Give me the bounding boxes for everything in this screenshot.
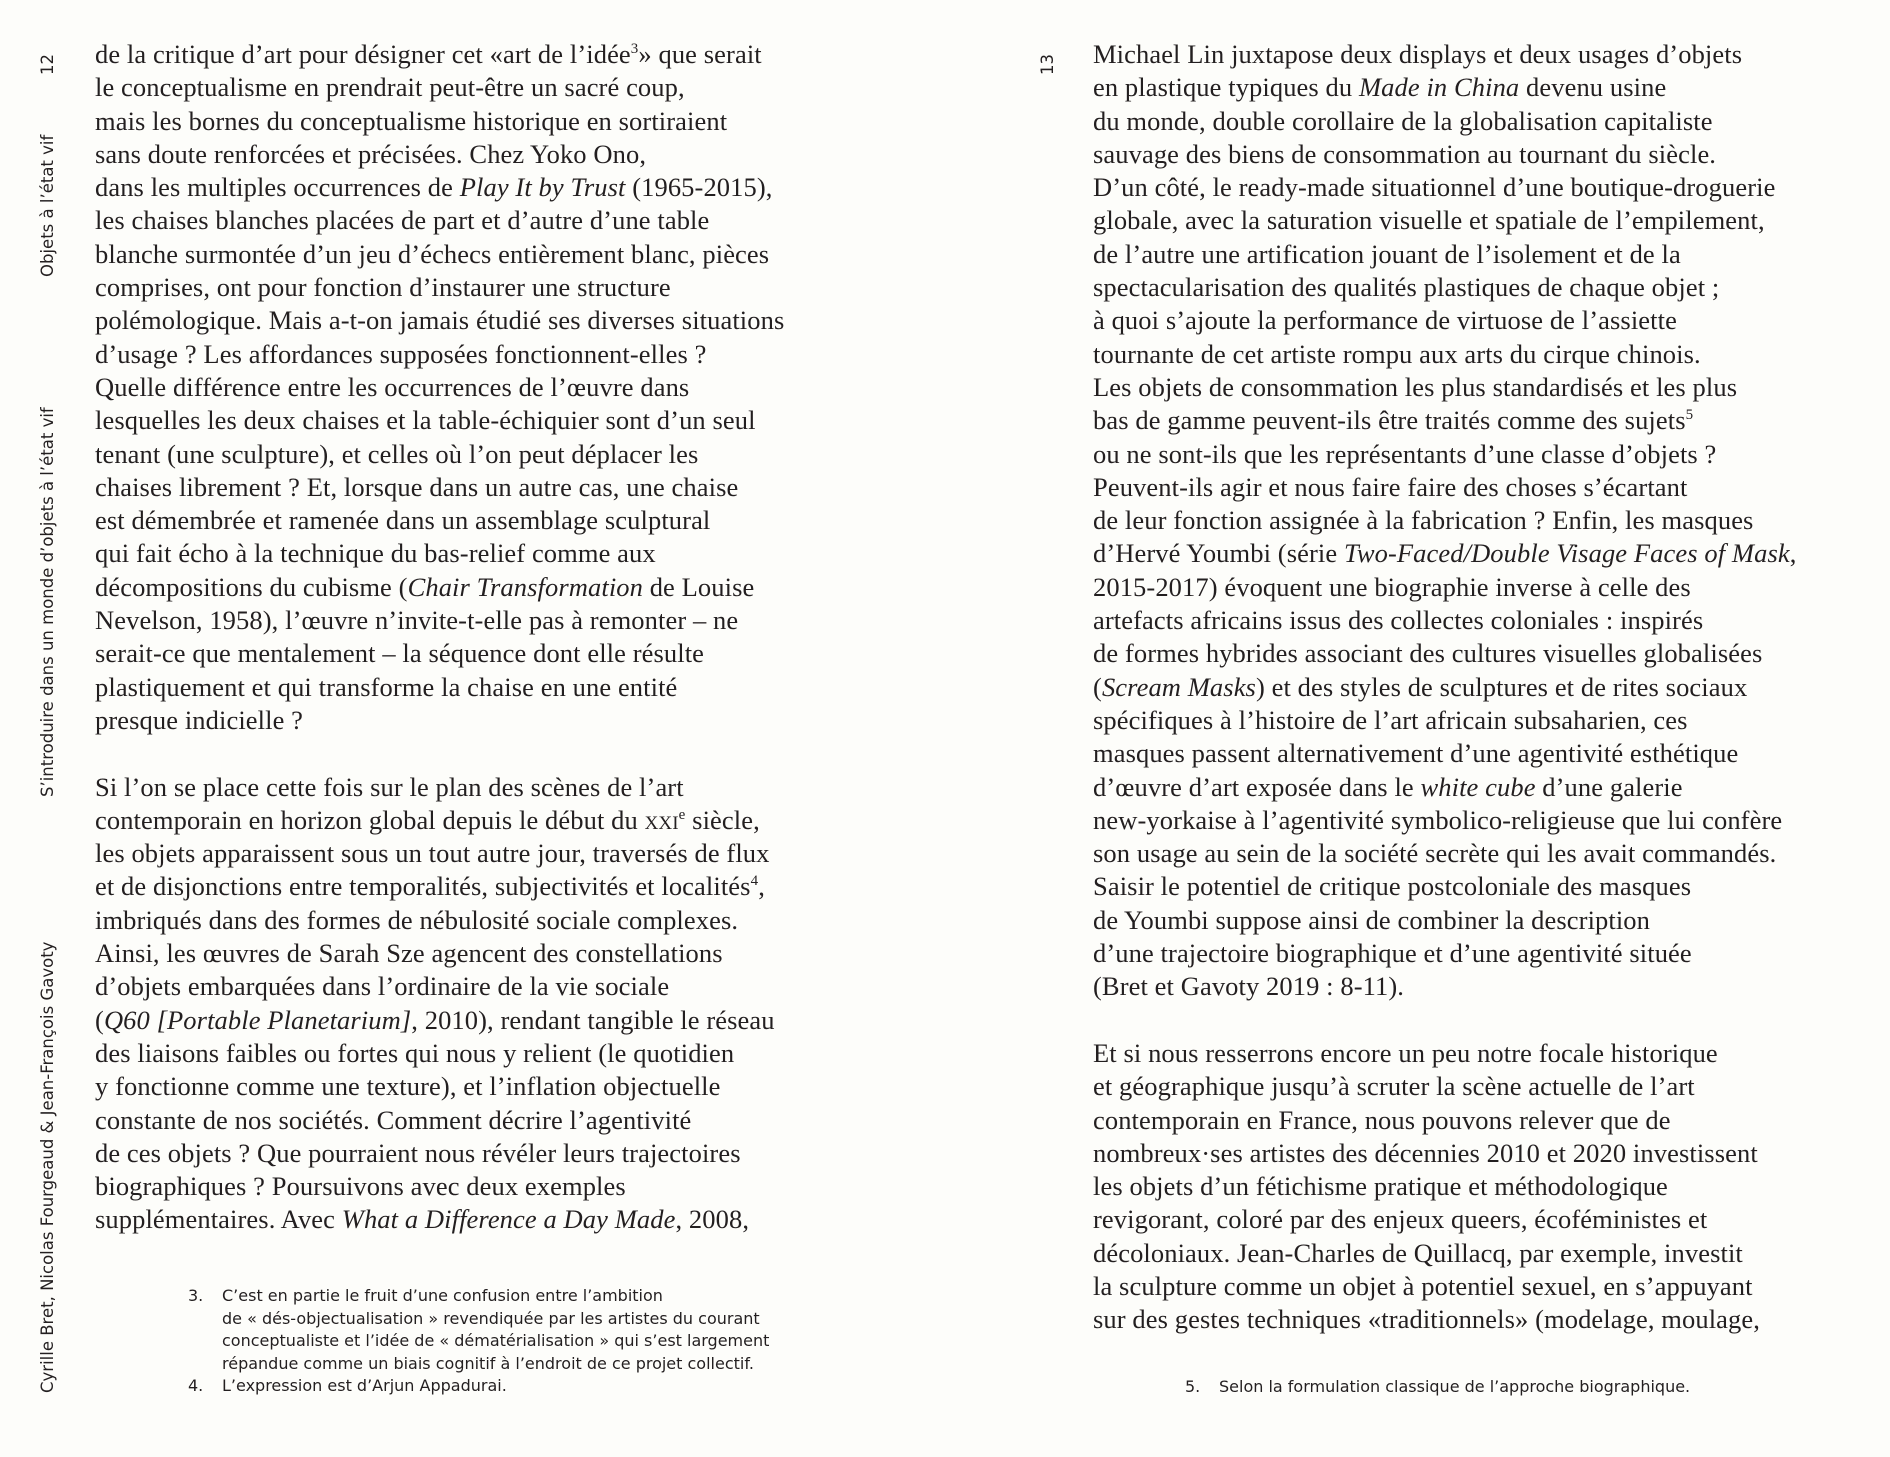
text-segment: Nevelson, 1958), l’œuvre n’invite-t-elle pas à remonter – ne — [95, 605, 739, 636]
text-line — [95, 1137, 784, 1170]
footnote-line: conceptualiste et l’idée de « dématérialisation » qui s’est largement — [222, 1331, 770, 1350]
text-segment: Les objets de consommation les plus standardisés et les plus — [1093, 371, 1738, 402]
text-line — [1093, 704, 1796, 737]
text-segment: mais les bornes du conceptualisme historique en sortiraient — [95, 105, 728, 136]
text-line — [95, 1070, 784, 1103]
text-line — [1093, 1237, 1796, 1270]
footnote-reference: 4 — [750, 873, 759, 890]
text-segment: supplémentaires. Avec — [95, 1204, 342, 1235]
text-segment: Peuvent-ils agir et nous faire faire des choses s’écartant — [1093, 471, 1688, 502]
footnote-text — [222, 1375, 507, 1398]
text-line — [1093, 1170, 1796, 1203]
text-line — [95, 238, 784, 271]
text-line — [1093, 737, 1796, 770]
page-number: 13 — [1038, 54, 1057, 75]
text-segment: son usage au sein de la société secrète qui les avait commandés. — [1093, 838, 1777, 869]
text-segment: contemporain en horizon global depuis le début du — [95, 804, 645, 835]
text-line — [95, 904, 784, 937]
text-line — [1093, 71, 1796, 104]
text-segment: les chaises blanches placées de part et d’autre d’une table — [95, 205, 710, 236]
text-line — [1093, 1203, 1796, 1236]
text-segment: » que serait — [638, 39, 762, 69]
text-segment: est démembrée et ramenée dans un assemblage sculptural — [95, 505, 711, 536]
text-line — [1093, 471, 1796, 504]
text-line — [1093, 271, 1796, 304]
text-line — [1093, 870, 1796, 903]
text-segment: Et si nous resserrons encore un peu notre focale historique — [1093, 1037, 1718, 1068]
text-segment: des liaisons faibles ou fortes qui nous y relient (le quotidien — [95, 1037, 735, 1068]
text-segment: Quelle différence entre les occurrences de l’œuvre dans — [95, 371, 690, 402]
text-line — [95, 671, 784, 704]
text-segment: d’Hervé Youmbi (série — [1093, 538, 1344, 569]
text-segment: , 2008, — [675, 1204, 750, 1235]
italic-title: Chair Transformation — [407, 571, 643, 602]
text-segment: d’œuvre d’art exposée dans le — [1093, 771, 1421, 802]
text-line — [95, 1203, 784, 1236]
paragraph-gap — [95, 737, 784, 770]
footnote-line: L’expression est d’Arjun Appadurai. — [222, 1376, 507, 1395]
running-head-authors: Cyrille Bret, Nicolas Fourgeaud & Jean-François Gavoty — [38, 941, 57, 1393]
text-segment: de leur fonction assignée à la fabrication ? Enfin, les masques — [1093, 505, 1754, 536]
text-line — [1093, 238, 1796, 271]
italic-title: Made in China — [1359, 72, 1520, 103]
text-line — [95, 604, 784, 637]
text-segment: lesquelles les deux chaises et la table-échiquier sont d’un seul — [95, 405, 756, 436]
text-segment: Si l’on se place cette fois sur le plan des scènes de l’art — [95, 771, 684, 802]
text-segment: en plastique typiques du — [1093, 72, 1359, 103]
footnotes — [188, 1285, 769, 1398]
text-line — [1093, 138, 1796, 171]
text-line — [1093, 804, 1796, 837]
footnote-line: répandue comme un biais cognitif à l’endroit de ce projet collectif. — [222, 1353, 754, 1373]
text-line — [1093, 171, 1796, 204]
text-segment: presque indicielle ? — [95, 704, 304, 735]
text-segment: les objets d’un fétichisme pratique et méthodologique — [1093, 1171, 1668, 1202]
body-text — [1093, 38, 1796, 1337]
text-segment: biographiques ? Poursuivons avec deux exemples — [95, 1171, 626, 1202]
text-segment: de Youmbi suppose ainsi de combiner la description — [1093, 904, 1651, 935]
text-segment: Ainsi, les œuvres de Sarah Sze agencent des constellations — [95, 938, 723, 969]
text-segment: bas de gamme peuvent-ils être traités comme des sujets — [1093, 405, 1686, 436]
footnote-text — [222, 1285, 769, 1375]
text-segment: sans doute renforcées et précisées. Chez Yoko Ono, — [95, 138, 647, 169]
text-segment: du monde, double corollaire de la globalisation capitaliste — [1093, 105, 1713, 136]
text-segment: de l’autre une artification jouant de l’isolement et de la — [1093, 238, 1681, 269]
text-line — [95, 1004, 784, 1037]
body-text — [95, 38, 784, 1237]
text-line — [95, 637, 784, 670]
text-segment: tournante de cet artiste rompu aux arts du cirque chinois. — [1093, 338, 1701, 369]
text-line — [1093, 970, 1796, 1003]
italic-title: What a Difference a Day Made — [341, 1204, 676, 1235]
text-segment: D’un côté, le ready-made situationnel d’une boutique-droguerie — [1093, 172, 1776, 203]
text-segment: serait-ce que mentalement – la séquence dont elle résulte — [95, 638, 705, 669]
footnote — [1185, 1376, 1690, 1399]
text-line — [1093, 771, 1796, 804]
text-segment: , — [1789, 538, 1797, 569]
right-page — [945, 0, 1890, 1457]
footnote-number: 4. — [188, 1376, 204, 1395]
text-segment: tenant (une sculpture), et celles où l’on peut déplacer les — [95, 438, 699, 469]
text-line — [95, 105, 784, 138]
text-segment: imbriqués dans des formes de nébulosité sociale complexes. — [95, 904, 739, 935]
text-line — [1093, 1137, 1796, 1170]
text-line — [95, 571, 784, 604]
text-segment: décompositions du cubisme ( — [95, 571, 408, 602]
text-segment: ou ne sont-ils que les représentants d’une classe d’objets ? — [1093, 438, 1717, 469]
text-line — [95, 38, 784, 71]
text-line — [95, 304, 784, 337]
text-segment: globale, avec la saturation visuelle et spatiale de l’empilement, — [1093, 205, 1765, 236]
text-line — [1093, 1037, 1796, 1070]
text-line — [1093, 1270, 1796, 1303]
text-line — [95, 1037, 784, 1070]
text-line — [1093, 304, 1796, 337]
text-segment: d’usage ? Les affordances supposées fonctionnent-elles ? — [95, 338, 707, 369]
text-segment: chaises librement ? Et, lorsque dans un autre cas, une chaise — [95, 471, 739, 502]
text-segment: Michael Lin juxtapose deux displays et deux usages d’objets — [1093, 39, 1743, 69]
text-segment: , — [758, 871, 765, 902]
footnote-line: de « dés-objectualisation » revendiquée par les artistes du courant — [222, 1308, 760, 1328]
text-line — [95, 438, 784, 471]
running-head-book-title: Objets à l’état vif — [38, 134, 57, 277]
text-line — [95, 1170, 784, 1203]
text-line — [1093, 1104, 1796, 1137]
text-segment: artefacts africains issus des collectes coloniales : inspirés — [1093, 605, 1704, 636]
italic-title: white cube — [1420, 771, 1536, 802]
running-head-chapter-title: S’introduire dans un monde d’objets à l’état vif — [38, 407, 57, 797]
text-segment: de ces objets ? Que pourraient nous révéler leurs trajectoires — [95, 1137, 741, 1168]
text-segment: constante de nos sociétés. Comment décrire l’agentivité — [95, 1104, 692, 1135]
paragraph — [95, 771, 784, 1237]
text-line — [1093, 105, 1796, 138]
text-line — [95, 338, 784, 371]
text-segment: les objets apparaissent sous un tout autre jour, traversés de flux — [95, 838, 770, 869]
text-segment: (Bret et Gavoty 2019 : 8-11). — [1093, 971, 1405, 1002]
text-segment: le conceptualisme en prendrait peut-être un sacré coup, — [95, 72, 685, 103]
text-line — [1093, 371, 1796, 404]
text-line — [95, 71, 784, 104]
text-segment: ( — [1093, 671, 1102, 702]
text-segment: spectacularisation des qualités plastiques de chaque objet ; — [1093, 272, 1720, 303]
text-segment: siècle, — [685, 804, 760, 835]
italic-title: Play It by Trust — [459, 172, 626, 203]
paragraph — [1093, 38, 1796, 1004]
text-line — [95, 837, 784, 870]
text-segment: qui fait écho à la technique du bas-relief comme aux — [95, 538, 656, 569]
text-segment: , 2010), rendant tangible le réseau — [411, 1004, 775, 1035]
paragraph — [95, 38, 784, 737]
text-line — [1093, 637, 1796, 670]
text-line — [1093, 338, 1796, 371]
text-line — [95, 204, 784, 237]
text-line — [95, 704, 784, 737]
text-segment: de formes hybrides associant des cultures visuelles globalisées — [1093, 638, 1763, 669]
text-line — [95, 970, 784, 1003]
text-segment: contemporain en France, nous pouvons relever que de — [1093, 1104, 1671, 1135]
text-segment: (1965-2015), — [625, 172, 773, 203]
text-line — [1093, 671, 1796, 704]
text-segment: d’une trajectoire biographique et d’une agentivité située — [1093, 938, 1692, 969]
text-segment: y fonctionne comme une texture), et l’inflation objectuelle — [95, 1071, 721, 1102]
text-segment: ) et des styles de sculptures et de rites sociaux — [1255, 671, 1748, 702]
footnote-reference: 3 — [630, 41, 639, 57]
text-line — [95, 771, 784, 804]
text-line — [95, 537, 784, 570]
footnote — [188, 1375, 769, 1398]
text-segment: à quoi s’ajoute la performance de virtuose de l’assiette — [1093, 305, 1677, 336]
text-segment: d’objets embarquées dans l’ordinaire de la vie sociale — [95, 971, 670, 1002]
text-line — [1093, 537, 1796, 570]
text-line — [1093, 571, 1796, 604]
footnotes — [1185, 1376, 1690, 1399]
footnote-line: C’est en partie le fruit d’une confusion entre l’ambition — [222, 1286, 663, 1305]
text-line — [1093, 837, 1796, 870]
text-segment: la sculpture comme un objet à potentiel sexuel, en s’appuyant — [1093, 1270, 1753, 1301]
text-segment: nombreux·ses artistes des décennies 2010 et 2020 investissent — [1093, 1137, 1758, 1168]
text-line — [95, 471, 784, 504]
text-line — [1093, 937, 1796, 970]
footnote-number: 3. — [188, 1286, 204, 1305]
text-line — [95, 138, 784, 171]
paragraph — [1093, 1037, 1796, 1337]
text-line — [1093, 1070, 1796, 1103]
text-line — [95, 937, 784, 970]
text-line — [1093, 904, 1796, 937]
text-line — [1093, 404, 1796, 437]
text-segment: Saisir le potentiel de critique postcoloniale des masques — [1093, 871, 1692, 902]
italic-title: Two-Faced/Double Visage Faces of Mask — [1343, 538, 1790, 569]
roman-numeral: xxi — [644, 804, 679, 835]
text-segment: de Louise — [642, 571, 755, 602]
text-line — [95, 271, 784, 304]
italic-title: Q60 [Portable Planetarium] — [103, 1004, 412, 1035]
text-line — [1093, 504, 1796, 537]
footnote-reference: 5 — [1685, 407, 1694, 424]
footnote — [188, 1285, 769, 1375]
text-segment: masques passent alternativement d’une agentivité esthétique — [1093, 738, 1739, 769]
text-line — [95, 171, 784, 204]
text-segment: comprises, ont pour fonction d’instaurer une structure — [95, 272, 671, 303]
text-line — [1093, 204, 1796, 237]
text-line — [1093, 438, 1796, 471]
footnote-reference: e — [678, 806, 686, 823]
text-segment: décoloniaux. Jean-Charles de Quillacq, par exemple, investit — [1093, 1237, 1743, 1268]
text-segment: revigorant, coloré par des enjeux queers, écoféministes et — [1093, 1204, 1708, 1235]
text-line — [1093, 38, 1796, 71]
text-segment: d’une galerie — [1535, 771, 1683, 802]
text-segment: dans les multiples occurrences de — [95, 172, 460, 203]
text-segment: polémologique. Mais a-t-on jamais étudié ses diverses situations — [95, 305, 785, 336]
text-line — [95, 404, 784, 437]
footnote-line: Selon la formulation classique de l’approche biographique. — [1219, 1377, 1691, 1396]
page-number: 12 — [38, 54, 57, 75]
text-segment: sauvage des biens de consommation au tournant du siècle. — [1093, 138, 1717, 169]
text-segment: plastiquement et qui transforme la chaise en une entité — [95, 671, 678, 702]
italic-title: Scream Masks — [1101, 671, 1256, 702]
text-line — [95, 371, 784, 404]
text-segment: et géographique jusqu’à scruter la scène actuelle de l’art — [1093, 1071, 1695, 1102]
text-line — [95, 504, 784, 537]
text-segment: sur des gestes techniques «traditionnels» (modelage, moulage, — [1093, 1304, 1760, 1335]
text-line — [1093, 604, 1796, 637]
text-segment: devenu usine — [1519, 72, 1667, 103]
text-segment: 2015-2017) évoquent une biographie inverse à celle des — [1093, 571, 1691, 602]
footnote-number: 5. — [1185, 1377, 1201, 1396]
text-segment: new-yorkaise à l’agentivité symbolico-religieuse que lui confère — [1093, 804, 1783, 835]
text-line — [1093, 1303, 1796, 1336]
text-segment: ( — [95, 1004, 104, 1035]
text-segment: blanche surmontée d’un jeu d’échecs entièrement blanc, pièces — [95, 238, 770, 269]
paragraph-gap — [1093, 1004, 1796, 1037]
text-segment: spécifiques à l’histoire de l’art africain subsaharien, ces — [1093, 704, 1688, 735]
text-segment: de la critique d’art pour désigner cet «art de l’idée — [95, 39, 631, 69]
text-line — [95, 804, 784, 837]
footnote-text — [1219, 1376, 1690, 1399]
text-line — [95, 870, 784, 903]
text-line — [95, 1104, 784, 1137]
text-segment: et de disjonctions entre temporalités, subjectivités et localités — [95, 871, 751, 902]
